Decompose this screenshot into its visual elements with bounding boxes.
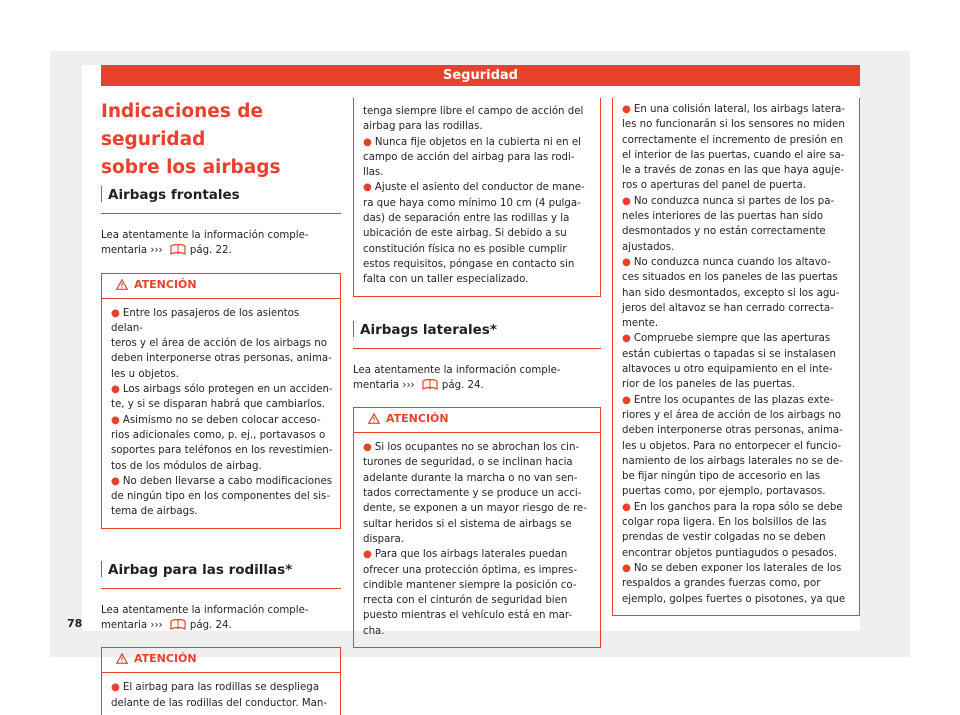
text-line: das) de separación entre las rodillas y la	[363, 213, 570, 225]
text-line: be fijar ningún tipo de accesorio en las	[622, 471, 821, 483]
warning-triangle-icon	[116, 650, 128, 672]
section-title-divider	[101, 186, 102, 202]
text-line: El airbag para las rodillas se despliega	[122, 682, 319, 694]
text-line: correctamente el incremento de presión en	[622, 134, 844, 146]
text-line: constitución física no es posible cumplir	[363, 243, 567, 255]
warning-bullet-item	[363, 135, 594, 181]
text-line: soportes para teléfonos en los revestimien-	[111, 445, 333, 457]
text-line: ces situados en los paneles de las puertas	[622, 272, 838, 284]
text-line: Entre los pasajeros de los asientos delan-	[111, 307, 300, 334]
text-line: rrecta con el cinturón de seguridad bien	[363, 595, 568, 607]
column-1	[101, 98, 341, 715]
text-line: tenga siempre libre el campo de acción del	[363, 106, 584, 117]
warning-bullet-item	[111, 382, 334, 413]
warning-box-continued	[353, 98, 601, 297]
warning-continued-text	[363, 104, 594, 135]
section-title-text: Airbags frontales	[108, 187, 240, 203]
warning-bullet-item	[111, 413, 334, 474]
text-line: cha.	[363, 625, 385, 637]
warning-triangle-icon	[116, 276, 128, 298]
text-line: tos de los módulos de airbag.	[111, 460, 262, 472]
text-line: falta con un taller especializado.	[363, 274, 529, 286]
reference-text: mentaria ›››	[101, 245, 163, 257]
text-line: el interior de las puertas, cuando el aire sa-	[622, 149, 845, 161]
warning-box-continued-2	[612, 98, 860, 616]
text-line: les no funcionarán si los sensores no miden	[622, 119, 845, 131]
section-title-divider	[353, 321, 354, 337]
bullet-icon: ●	[363, 442, 372, 454]
reference-text: mentaria ›››	[101, 620, 163, 632]
warning-header	[102, 648, 340, 673]
text-line: de ningún tipo en los componentes del sis-	[111, 491, 331, 503]
text-line: Los airbags sólo protegen en un acciden-	[122, 384, 333, 396]
warning-body	[102, 299, 340, 528]
warning-bullet-item	[363, 440, 594, 547]
bullet-icon: ●	[111, 307, 120, 319]
warning-bullet-item	[622, 102, 853, 194]
reference-page-link[interactable]: pág. 24.	[441, 379, 484, 391]
reference-paragraph-1	[101, 228, 341, 259]
text-line: deben interponerse otras personas, anima-	[622, 425, 843, 437]
bullet-icon: ●	[111, 475, 120, 487]
warning-bullet-item	[622, 500, 853, 561]
page-title-line-2: sobre los airbags	[101, 157, 281, 178]
book-reference-icon	[170, 618, 186, 630]
page-title	[101, 98, 341, 182]
reference-paragraph-2	[101, 603, 341, 634]
text-line: No conduzca nunca si partes de los pa-	[633, 195, 835, 207]
text-line: delante de las rodillas del conductor. Man-	[111, 697, 328, 709]
reference-text: Lea atentamente la información comple-	[101, 230, 309, 241]
text-line: ofrecer una protección óptima, es impres-	[363, 564, 578, 576]
bullet-icon: ●	[111, 384, 120, 396]
text-line: jeros del altavoz se han cerrado correcta-	[622, 302, 834, 314]
warning-bullet-item	[622, 194, 853, 255]
text-line: han sido desmontados, excepto si los agu-	[622, 287, 840, 299]
warning-header	[102, 274, 340, 299]
text-line: En una colisión lateral, los airbags latera-	[633, 104, 846, 115]
text-line: ra que haya como mínimo 10 cm (4 pulga-	[363, 197, 581, 209]
text-line: sultar heridos si el sistema de airbags se	[363, 518, 572, 530]
warning-bullet-item	[111, 680, 334, 711]
page-title-line-1: Indicaciones de seguridad	[101, 101, 264, 150]
warning-body	[102, 673, 340, 715]
warning-header	[354, 408, 600, 433]
section-title-knee-airbag	[101, 561, 341, 589]
reference-text: Lea atentamente la información comple-	[101, 604, 309, 616]
reference-text: mentaria ›››	[353, 379, 415, 391]
text-line: mente.	[622, 318, 659, 330]
section-title-side-airbags	[353, 321, 601, 349]
text-line: riores y el área de acción de los airbags no	[622, 409, 842, 421]
text-line: ejemplo, golpes fuertes o pisotones, ya que	[622, 593, 846, 605]
text-line: colgar ropa ligera. En los bolsillos de las	[622, 517, 827, 529]
text-line: cindible mantener siempre la posición co-	[363, 579, 577, 591]
text-line: ros o aperturas del panel de puerta.	[622, 180, 806, 192]
warning-box-3	[353, 407, 601, 648]
text-line: teros y el área de acción de los airbags no	[111, 338, 327, 350]
bullet-icon: ●	[622, 562, 631, 574]
text-line: namiento de los airbags laterales no se de-	[622, 455, 843, 467]
warning-title: ATENCIÓN	[386, 412, 449, 426]
warning-body	[354, 98, 600, 296]
warning-bullet-item	[622, 331, 853, 392]
section-header: Seguridad	[101, 65, 860, 86]
text-line: ajustados.	[622, 241, 675, 253]
text-line: estos requisitos, póngase en contacto sin	[363, 258, 575, 270]
text-line: En los ganchos para la ropa sólo se debe	[633, 501, 843, 513]
section-title-divider	[101, 561, 102, 577]
book-reference-icon	[170, 243, 186, 255]
text-line: neles interiores de las puertas han sido	[622, 211, 823, 223]
text-line: les u objetos. Para no entorpecer el funcio-	[622, 440, 842, 452]
bullet-icon: ●	[363, 549, 372, 561]
text-line: Ajuste el asiento del conductor de mane-	[374, 182, 585, 194]
warning-box-1	[101, 273, 341, 529]
text-line: tema de airbags.	[111, 506, 198, 518]
text-line: Entre los ocupantes de las plazas exte-	[633, 394, 834, 406]
text-line: ubicación de este airbag. Si debido a su	[363, 228, 567, 240]
bullet-icon: ●	[622, 333, 631, 345]
warning-title: ATENCIÓN	[134, 652, 197, 666]
text-line: Compruebe siempre que las aperturas	[633, 333, 831, 345]
bullet-icon: ●	[622, 104, 631, 115]
text-line: tados correctamente y se produce un acci-	[363, 488, 582, 500]
text-line: puesto mientras el vehículo está en mar-	[363, 610, 573, 622]
reference-page-link[interactable]: pág. 22.	[189, 245, 232, 257]
bullet-icon: ●	[622, 501, 631, 513]
text-line: airbag para las rodillas.	[363, 121, 483, 133]
text-line: le a través de zonas en las que haya aguje-	[622, 165, 845, 177]
text-line: encontrar objetos puntiagudos o pesados.	[622, 547, 838, 559]
bullet-icon: ●	[363, 136, 372, 148]
text-line: altavoces u otro equipamiento en el inte-	[622, 364, 833, 376]
text-line: desmontados y no están correctamente	[622, 226, 826, 238]
reference-paragraph-3	[353, 363, 601, 394]
text-line: campo de acción del airbag para las rodi-	[363, 151, 575, 163]
text-line: rios adicionales como, p. ej., portavasos o	[111, 429, 326, 441]
book-reference-icon	[422, 378, 438, 390]
warning-bullet-item	[622, 561, 853, 607]
column-3	[612, 98, 860, 616]
text-line: llas.	[363, 167, 384, 179]
bullet-icon: ●	[622, 256, 631, 268]
warning-bullet-item	[111, 474, 334, 520]
text-line: dente, se exponen a un mayor riesgo de re-	[363, 503, 587, 515]
text-line: respaldos a grandes fuerzas como, por	[622, 578, 821, 590]
warning-triangle-icon	[368, 410, 380, 432]
text-line: Asimismo no se deben colocar acceso-	[122, 414, 321, 426]
warning-bullet-item	[622, 255, 853, 331]
warning-bullet-item	[111, 306, 334, 382]
warning-title: ATENCIÓN	[134, 277, 197, 291]
text-line: deben interponerse otras personas, anima-	[111, 353, 332, 365]
text-line: te, y si se disparan habrá que cambiarlos.	[111, 399, 326, 411]
warning-bullet-item	[363, 180, 594, 287]
text-line: No deben llevarse a cabo modificaciones	[122, 475, 333, 487]
bullet-icon: ●	[111, 414, 120, 426]
warning-body	[613, 98, 859, 615]
section-title-text: Airbag para las rodillas*	[108, 561, 293, 578]
text-line: dispara.	[363, 533, 404, 545]
bullet-icon: ●	[363, 182, 372, 194]
bullet-icon: ●	[622, 394, 631, 406]
section-title-frontal-airbags	[101, 186, 341, 214]
text-line: turones de seguridad, o se inclinan hacia	[363, 457, 573, 469]
text-line: Si los ocupantes no se abrochan los cin-	[374, 442, 580, 454]
page-number: 78	[67, 617, 83, 630]
text-line: puertas como, por ejemplo, portavasos.	[622, 486, 826, 498]
warning-body	[354, 433, 600, 647]
text-line: adelante durante la marcha o no van sen-	[363, 472, 578, 484]
text-line: No se deben exponer los laterales de los	[633, 562, 842, 574]
text-line: les u objetos.	[111, 368, 179, 380]
text-line: Para que los airbags laterales puedan	[374, 549, 568, 561]
reference-text: Lea atentamente la información comple-	[353, 364, 561, 376]
bullet-icon: ●	[111, 682, 120, 694]
text-line: prendas de vestir colgadas no se deben	[622, 532, 826, 544]
bullet-icon: ●	[622, 195, 631, 207]
warning-bullet-item	[622, 393, 853, 500]
column-2	[353, 98, 601, 648]
text-line: Nunca fije objetos en la cubierta ni en el	[374, 136, 581, 148]
text-line: No conduzca nunca cuando los altavo-	[633, 256, 831, 268]
reference-page-link[interactable]: pág. 24.	[189, 620, 232, 632]
section-title-text: Airbags laterales*	[360, 321, 497, 338]
warning-bullet-item	[363, 547, 594, 639]
warning-box-2	[101, 647, 341, 715]
text-line: rior de los paneles de las puertas.	[622, 379, 796, 391]
text-line: están cubiertas o tapadas si se instalasen	[622, 348, 836, 360]
